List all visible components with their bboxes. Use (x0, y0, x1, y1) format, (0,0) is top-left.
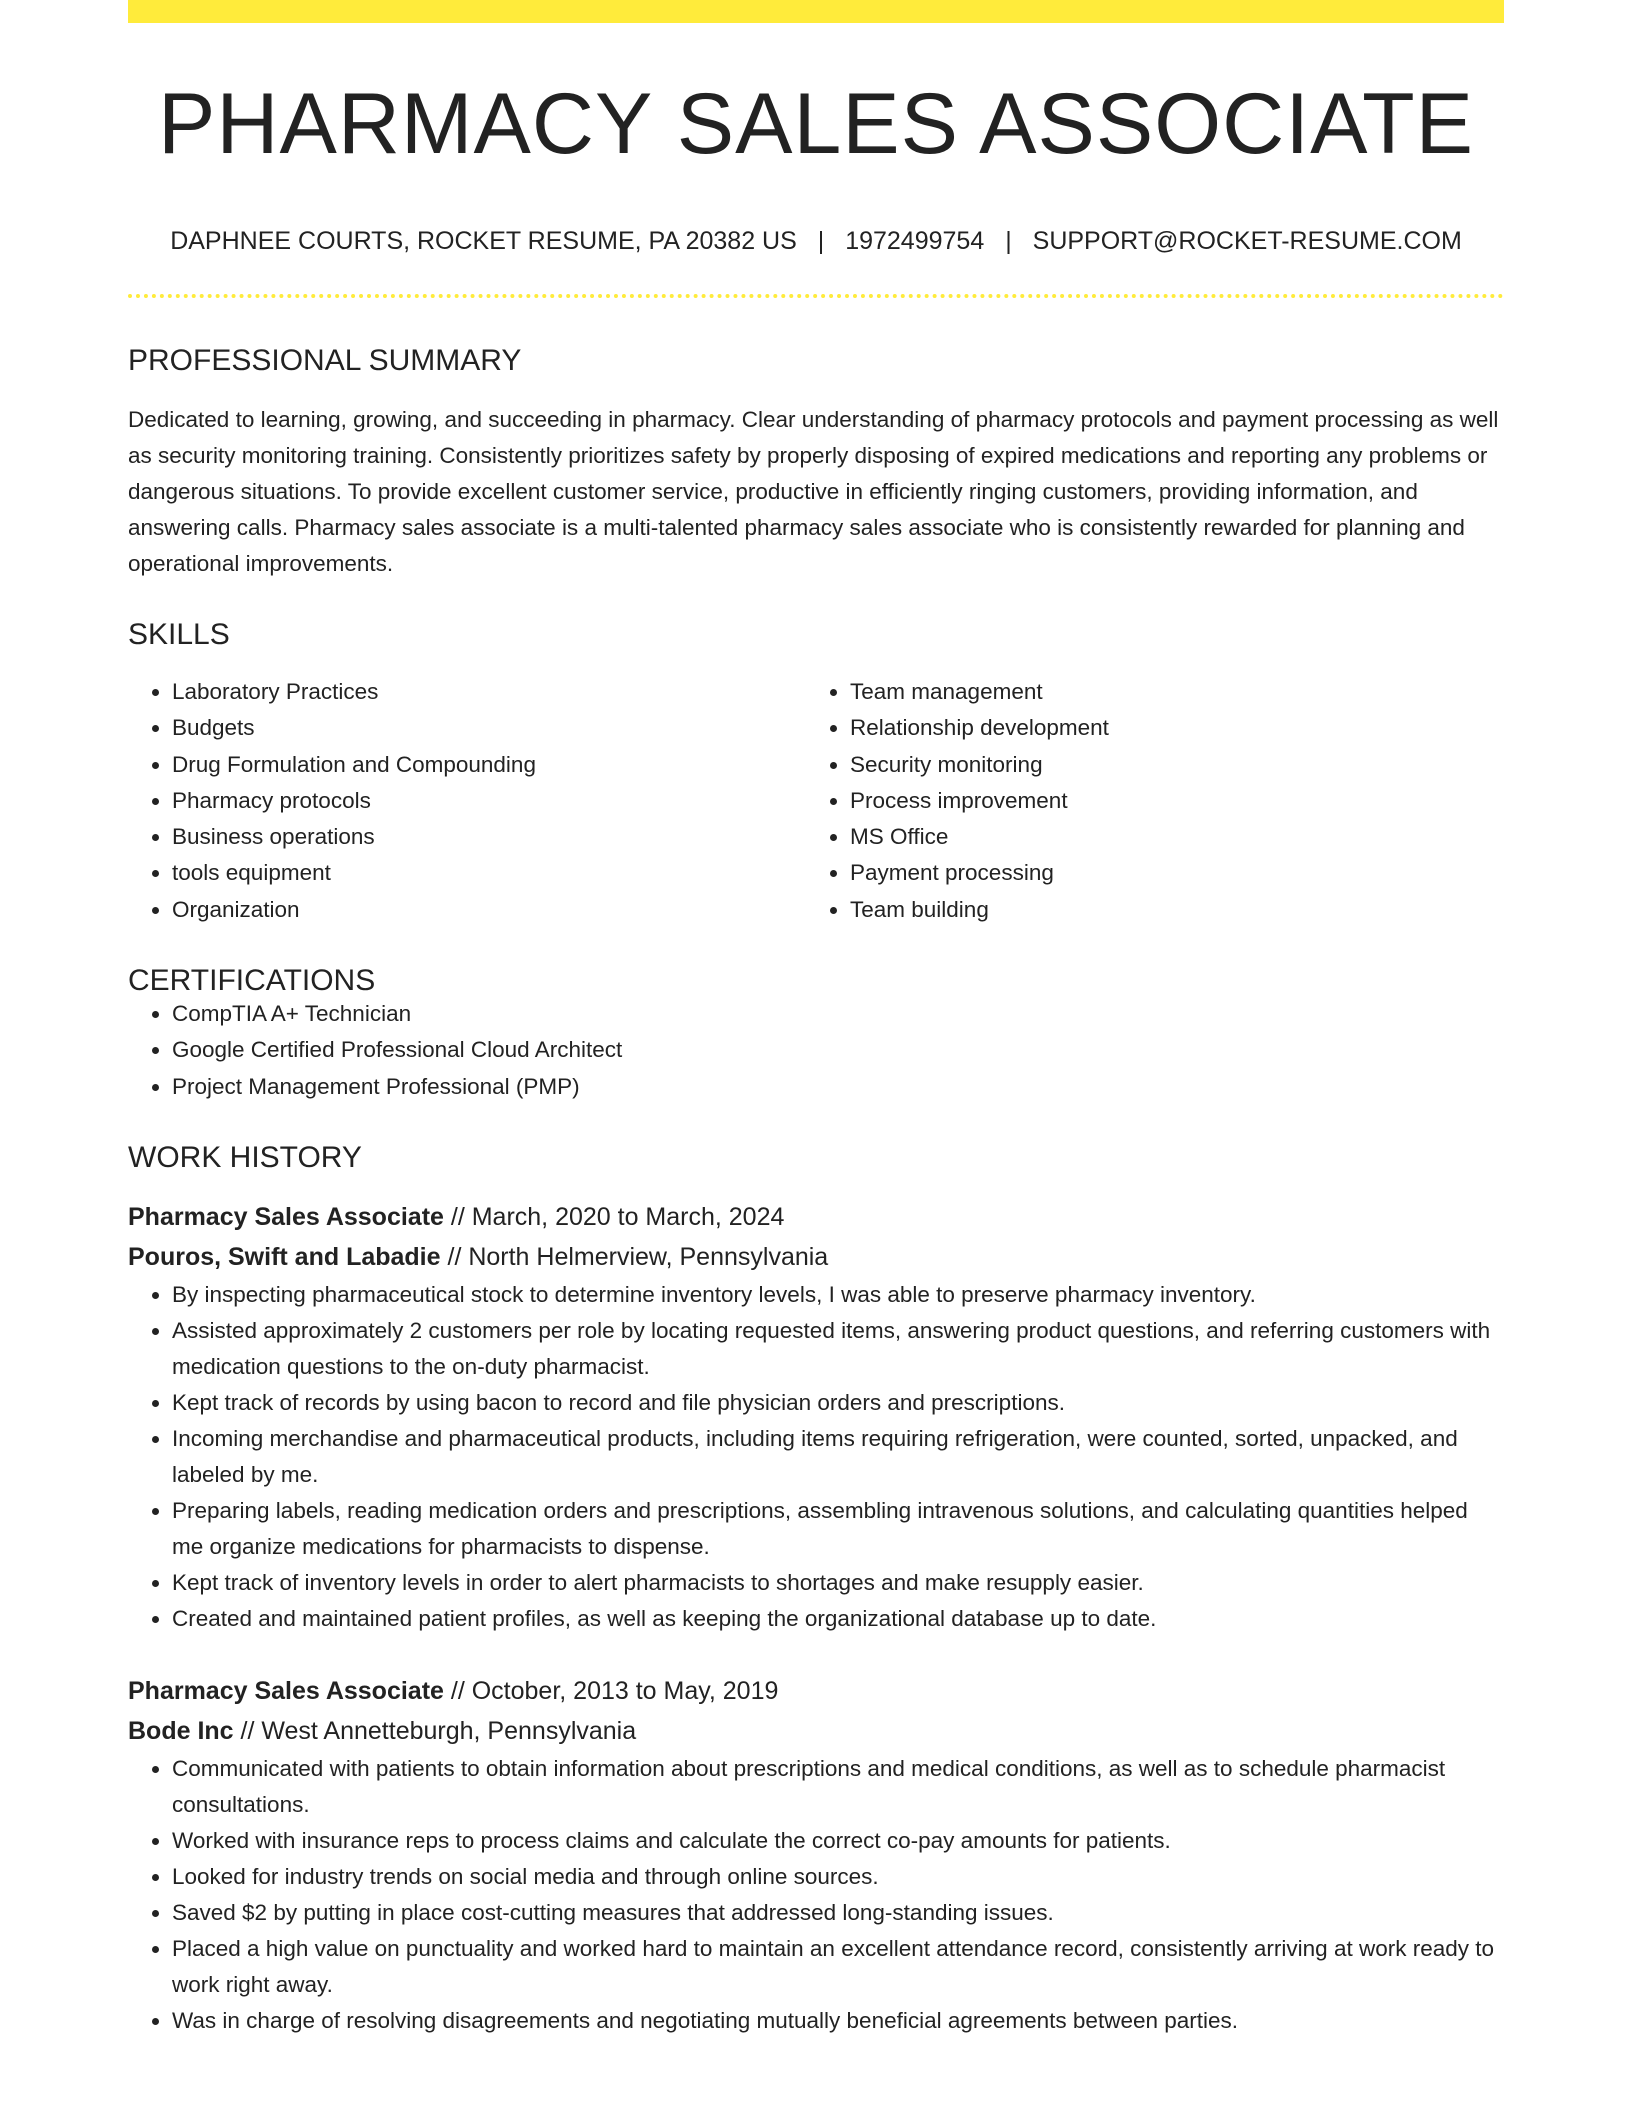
job-bullet: • Created and maintained patient profiles, as well as keeping the organizational database up to date. (172, 1601, 1504, 1637)
certifications-list (128, 996, 1504, 1105)
skill-item: • Organization (172, 892, 806, 928)
skill-item: • Team building (850, 892, 1484, 928)
job-location: // North Helmerview, Pennsylvania (440, 1242, 829, 1271)
skill-item: • Payment processing (850, 855, 1484, 891)
job-bullet: • Incoming merchandise and pharmaceutical products, including items requiring refrigeration, were counted, sorted, unpacked, and labeled by me. (172, 1421, 1504, 1493)
skills-column-right (806, 674, 1484, 928)
job-company-line (128, 1711, 1504, 1751)
skills-grid (128, 674, 1504, 928)
job-role-line (128, 1671, 1504, 1711)
job-bullet: • Was in charge of resolving disagreements and negotiating mutually beneficial agreements between parties. (172, 2003, 1504, 2039)
job-entry (128, 1197, 1504, 1637)
job-bullet: • Worked with insurance reps to process claims and calculate the correct co-pay amounts for patients. (172, 1823, 1504, 1859)
skill-item: • Laboratory Practices (172, 674, 806, 710)
job-role: Pharmacy Sales Associate (128, 1202, 444, 1231)
certification-item: • Google Certified Professional Cloud Architect (172, 1032, 1504, 1068)
section-title-skills: SKILLS (128, 618, 230, 651)
job-role: Pharmacy Sales Associate (128, 1676, 444, 1705)
accent-top-bar (128, 0, 1504, 23)
contact-phone: 1972499754 (845, 227, 985, 255)
job-bullet: • Placed a high value on punctuality and worked hard to maintain an excellent attendance record, consistently arriving at work ready to work right away. (172, 1931, 1504, 2003)
job-company-line (128, 1237, 1504, 1277)
job-dates: // October, 2013 to May, 2019 (443, 1676, 779, 1705)
job-role-line (128, 1197, 1504, 1237)
skill-item: • Relationship development (850, 710, 1484, 746)
job-bullet: • Preparing labels, reading medication orders and prescriptions, assembling intravenous solutions, and calculating quantities helped me organize medications for pharmacists to dispense. (172, 1493, 1504, 1565)
section-title-work-history: WORK HISTORY (128, 1140, 362, 1174)
skill-item: • Security monitoring (850, 747, 1484, 783)
job-location: // West Annetteburgh, Pennsylvania (233, 1716, 637, 1745)
resume-name-title: PHARMACY SALES ASSOCIATE (157, 76, 1474, 172)
job-company: Pouros, Swift and Labadie (128, 1242, 441, 1271)
job-bullet: • Saved $2 by putting in place cost-cutting measures that addressed long-standing issues. (172, 1895, 1504, 1931)
skill-item: • MS Office (850, 819, 1484, 855)
job-company: Bode Inc (128, 1716, 234, 1745)
job-entry (128, 1671, 1504, 2039)
contact-separator: | (817, 227, 825, 255)
section-title-summary: PROFESSIONAL SUMMARY (128, 344, 522, 377)
job-bullet-list (128, 1277, 1504, 1637)
job-bullet: • Looked for industry trends on social media and through online sources. (172, 1859, 1504, 1895)
certification-item: • CompTIA A+ Technician (172, 996, 1504, 1032)
summary-text: Dedicated to learning, growing, and succeeding in pharmacy. Clear understanding of pharmacy protocols and payment processing as well as security monitoring training. Consistently prioritizes safety by properly disposing of expired medications and reporting any problems or dangerous situations. To provide excellent customer service, productive in efficiently ringing customers, providing information, and answering calls. Pharmacy sales associate is a multi-talented pharmacy sales associate who is consistently rewarded for planning and operational improvements. (128, 407, 1499, 576)
contact-separator: | (1005, 227, 1012, 255)
contact-email: SUPPORT@ROCKET-RESUME.COM (1032, 227, 1462, 255)
skill-item: • Process improvement (850, 783, 1484, 819)
job-bullet: • Kept track of inventory levels in order to alert pharmacists to shortages and make resupply easier. (172, 1565, 1504, 1601)
skills-list-left (128, 674, 806, 928)
job-bullet: • Kept track of records by using bacon to record and file physician orders and prescriptions. (172, 1385, 1504, 1421)
job-bullet-list (128, 1751, 1504, 2039)
skill-item: • tools equipment (172, 855, 806, 891)
section-title-certifications: CERTIFICATIONS (128, 964, 376, 998)
contact-address: DAPHNEE COURTS, ROCKET RESUME, PA 20382 US (170, 227, 797, 255)
skill-item: • Pharmacy protocols (172, 783, 806, 819)
skill-item: • Business operations (172, 819, 806, 855)
job-bullet: • Assisted approximately 2 customers per role by locating requested items, answering product questions, and referring customers with medication questions to the on-duty pharmacist. (172, 1313, 1504, 1385)
skill-item: • Team management (850, 674, 1484, 710)
skills-list-right (806, 674, 1484, 928)
job-bullet: • Communicated with patients to obtain information about prescriptions and medical conditions, as well as to schedule pharmacist consultations. (172, 1751, 1504, 1823)
dotted-divider (128, 294, 1504, 298)
resume-page (128, 0, 1504, 2112)
skill-item: • Drug Formulation and Compounding (172, 747, 806, 783)
skill-item: • Budgets (172, 710, 806, 746)
certification-item: • Project Management Professional (PMP) (172, 1069, 1504, 1105)
job-dates: // March, 2020 to March, 2024 (443, 1202, 785, 1231)
contact-line (128, 229, 1504, 254)
job-bullet: • By inspecting pharmaceutical stock to determine inventory levels, I was able to preserve pharmacy inventory. (172, 1277, 1504, 1313)
skills-column-left (128, 674, 806, 928)
